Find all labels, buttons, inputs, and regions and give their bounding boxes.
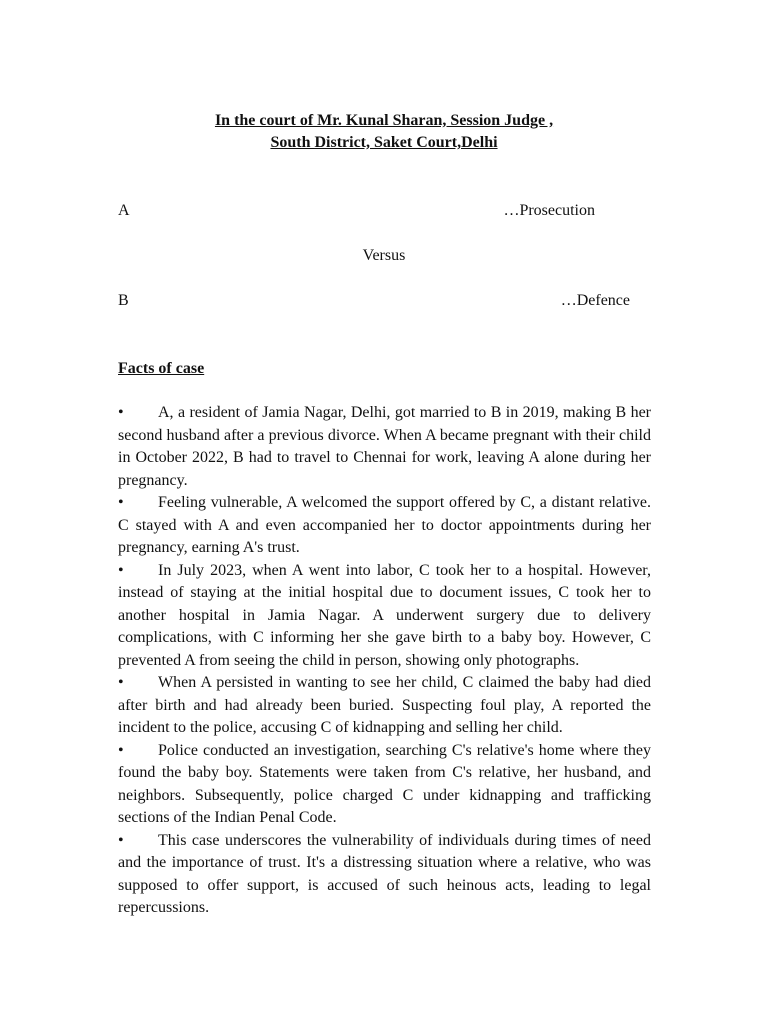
bullet-icon: • bbox=[118, 831, 124, 849]
court-title-line-2: South District, Saket Court,Delhi bbox=[270, 134, 498, 151]
versus-label: Versus bbox=[362, 247, 406, 264]
facts-list bbox=[118, 402, 651, 920]
fact-item bbox=[118, 830, 651, 920]
fact-item bbox=[118, 492, 651, 560]
fact-text: Police conducted an investigation, searching C's relative's home where they found the baby boy. Statements were taken from C's relative, her husband, and neighbors. Subsequently, police charged C under kidnapping and trafficking sections of the Indian Penal Code. bbox=[118, 741, 651, 826]
bullet-icon: • bbox=[118, 404, 124, 421]
fact-text: In July 2023, when A went into labor, C took her to a hospital. However, instead of staying at the initial hospital due to document issues, C took her to another hospital in Jamia Nagar. A underwent surgery due to delivery complications, with C informing her she gave birth to a baby boy. However, C prevented A from seeing the child in person, showing only photographs. bbox=[118, 561, 651, 669]
fact-item bbox=[118, 740, 651, 830]
fact-item bbox=[118, 560, 651, 673]
party-a-name: A bbox=[118, 202, 130, 219]
bullet-icon: • bbox=[118, 741, 124, 759]
bullet-icon: • bbox=[118, 674, 124, 691]
party-b-name: B bbox=[118, 292, 129, 309]
fact-item bbox=[118, 672, 651, 740]
fact-text: When A persisted in wanting to see her child, C claimed the baby had died after birth and had already been buried. Suspecting foul play, A reported the incident to the police, accusing C of kidnapping and selling her child. bbox=[118, 674, 651, 736]
court-title bbox=[0, 110, 768, 154]
fact-text: This case underscores the vulnerability of individuals during times of need and the importance of trust. It's a distressing situation where a relative, who was supposed to offer support, is accused of such heinous acts, leading to legal repercussions. bbox=[118, 831, 651, 916]
party-a-role: …Prosecution bbox=[503, 202, 595, 219]
party-b-role: …Defence bbox=[560, 292, 630, 309]
facts-heading: Facts of case bbox=[118, 360, 205, 377]
fact-item bbox=[118, 402, 651, 492]
bullet-icon: • bbox=[118, 561, 124, 579]
fact-text: Feeling vulnerable, A welcomed the support offered by C, a distant relative. C stayed with A and even accompanied her to doctor appointments during her pregnancy, earning A's trust. bbox=[118, 494, 651, 556]
court-title-line-1: In the court of Mr. Kunal Sharan, Session Judge , bbox=[214, 112, 554, 129]
fact-text: A, a resident of Jamia Nagar, Delhi, got married to B in 2019, making B her second husband after a previous divorce. When A became pregnant with their child in October 2022, B had to travel to Chennai for work, leaving A alone during her pregnancy. bbox=[118, 404, 651, 489]
bullet-icon: • bbox=[118, 494, 124, 511]
